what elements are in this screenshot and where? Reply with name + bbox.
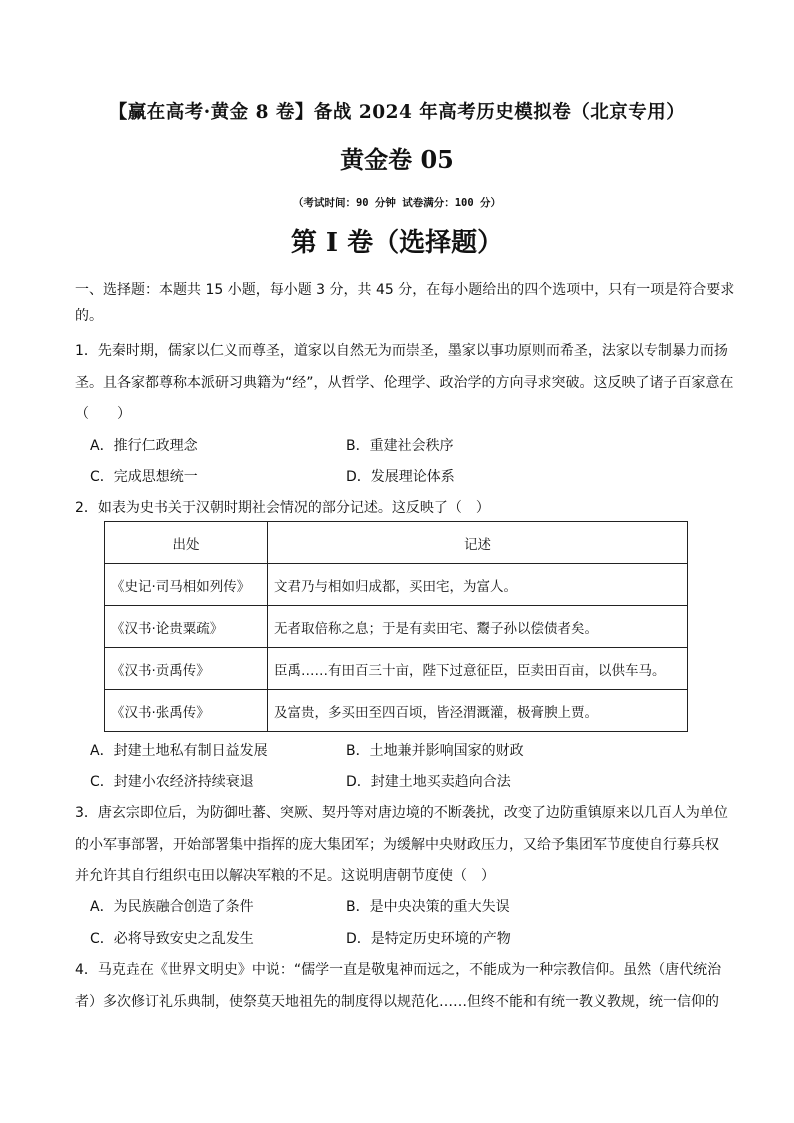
q4-stem-line-1: 4．马克垚在《世界文明史》中说：“儒学一直是敬鬼神而远之，不能成为一种宗教信仰。虽然（唐代统治 [75, 962, 722, 978]
table-row [105, 606, 688, 648]
q4-stem-line-2: 者）多次修订礼乐典制，使祭莫天地祖先的制度得以规范化……但终不能和有统一教义教规，统一信仰的 [75, 994, 719, 1010]
table-header-source: 出处 [105, 522, 268, 564]
q3-stem-line-3: 并允许其自行组织屯田以解决军粮的不足。这说明唐朝节度使（ ） [75, 868, 495, 884]
sources-table [104, 521, 688, 732]
table-row [105, 648, 688, 690]
q2-stem: 2．如表为史书关于汉朝时期社会情况的部分记述。这反映了（ ） [75, 500, 490, 516]
table-row [105, 690, 688, 732]
table-cell-record: 及富贵，多买田至四百顷，皆泾渭溉灌，极膏腴上贾。 [268, 690, 688, 732]
paper-subtitle: 黄金卷 05 [340, 145, 454, 174]
q1-stem-line-2: 圣。且各家都尊称本派研习典籍为“经”，从哲学、伦理学、政治学的方向寻求突破。这反映了诸子百家意在 [75, 375, 734, 391]
q2-option-b[interactable]: B．土地兼并影响国家的财政 [346, 743, 524, 759]
table-row [105, 564, 688, 606]
q1-option-a[interactable]: A．推行仁政理念 [90, 438, 198, 454]
q1-option-b[interactable]: B．重建社会秩序 [346, 438, 454, 454]
table-cell-record: 无者取倍称之息；于是有卖田宅、鬻子孙以偿债者矣。 [268, 606, 688, 648]
table-cell-source: 《汉书·张禹传》 [105, 690, 268, 732]
instructions-line-2: 的。 [75, 308, 103, 324]
q1-option-d[interactable]: D．发展理论体系 [346, 469, 455, 485]
q2-option-a[interactable]: A．封建土地私有制日益发展 [90, 743, 268, 759]
table-cell-source: 《汉书·贡禹传》 [105, 648, 268, 690]
table-cell-source: 《汉书·论贵粟疏》 [105, 606, 268, 648]
q3-stem-line-1: 3．唐玄宗即位后，为防御吐蕃、突厥、契丹等对唐边境的不断袭扰，改变了边防重镇原来以几百人为单位 [75, 805, 728, 821]
q1-stem-line-1: 1．先秦时期，儒家以仁义而尊圣，道家以自然无为而崇圣，墨家以事功原则而希圣，法家以专制暴力而扬 [75, 343, 728, 359]
q3-option-c[interactable]: C．必将导致安史之乱发生 [90, 931, 254, 947]
exam-title: 【赢在高考·黄金 8 卷】备战 2024 年高考历史模拟卷（北京专用） [108, 102, 686, 123]
q3-option-b[interactable]: B．是中央决策的重大失误 [346, 899, 510, 915]
table-cell-record: 文君乃与相如归成都，买田宅，为富人。 [268, 564, 688, 606]
instructions-line-1: 一、选择题：本题共 15 小题，每小题 3 分，共 45 分，在每小题给出的四个选项中，只有一项是符合要求 [75, 282, 735, 298]
q1-stem-line-3: （ ） [75, 406, 131, 422]
q1-option-c[interactable]: C．完成思想统一 [90, 469, 198, 485]
q2-option-d[interactable]: D．封建土地买卖趋向合法 [346, 774, 511, 790]
q3-option-d[interactable]: D．是特定历史环境的产物 [346, 931, 511, 947]
table-cell-source: 《史记·司马相如列传》 [105, 564, 268, 606]
q3-stem-line-2: 的小军事部署，开始部署集中指挥的庞大集团军；为缓解中央财政压力，又给予集团军节度使自行募兵权 [75, 837, 719, 853]
q2-option-c[interactable]: C．封建小农经济持续衰退 [90, 774, 254, 790]
q3-option-a[interactable]: A．为民族融合创造了条件 [90, 899, 254, 915]
part-title: 第 I 卷（选择题） [290, 228, 504, 258]
table-cell-record: 臣禹……有田百三十亩，陛下过意征臣，臣卖田百亩，以供车马。 [268, 648, 688, 690]
table-header-record: 记述 [268, 522, 688, 564]
exam-info: （考试时间：90 分钟 试卷满分：100 分） [292, 197, 502, 209]
table-header-row [105, 522, 688, 564]
